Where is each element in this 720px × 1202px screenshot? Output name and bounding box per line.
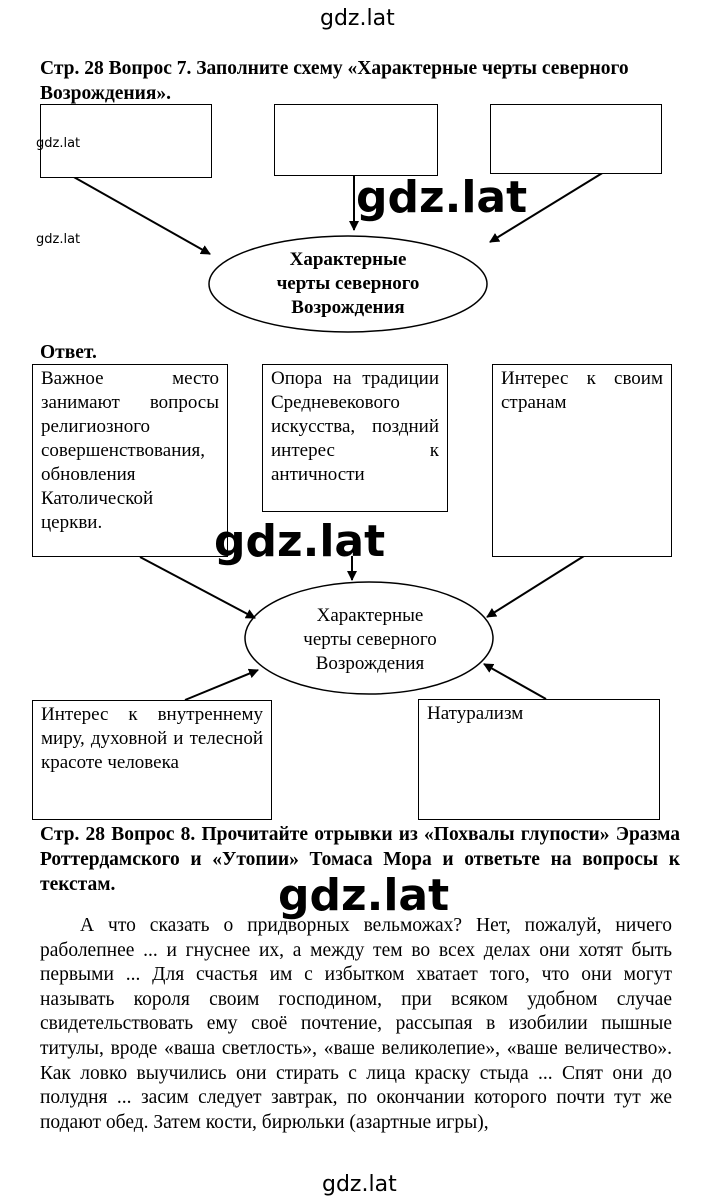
answer-box-2: Опора на традиции Средневекового искусства, поздний интерес к античности — [262, 364, 448, 512]
empty-box-middle — [274, 104, 438, 176]
empty-box-right — [490, 104, 662, 174]
watermark-big-3: gdz.lat — [278, 870, 450, 921]
answer-box-4: Интерес к внутреннему миру, духовной и телесной красоте человека — [32, 700, 272, 820]
arrow-box4 — [185, 670, 258, 700]
answer-box-5: Натурализм — [418, 699, 660, 820]
answer-label: Ответ. — [40, 342, 97, 363]
arrow-left-top — [72, 176, 210, 254]
arrow-box5 — [484, 664, 546, 699]
answer-box-1: Важное место занимают вопросы религиозного совершенствования, обновления Католической церкви. — [32, 364, 228, 557]
watermark-small-2: gdz.lat — [36, 232, 81, 247]
arrow-box3 — [487, 556, 584, 617]
watermark-top: gdz.lat — [320, 6, 395, 31]
text-excerpt: А что сказать о придворных вельможах? Нет, пожалуй, ничего раболепнее ... и гнуснее их, а между тем во всех делах они хотят быть первыми ... Для счастья им с избытком хватает того, что они могут называть короля своим господином, при всяком удобном случае свидетельствовать ему своё почтение, рассыпая в изобилии пышные титулы, вроде «ваша светлость», «ваше великолепие», «ваше величество». Как ловко выучились они стирать с лица краску стыда ... Спят они до полудня ... засим следует завтрак, по окончании которого почти тут же подают обед. Затем кости, бирюльки (азартные игры), — [40, 915, 672, 1133]
center-label-top: Характерные черты северного Возрождения — [276, 249, 420, 318]
watermark-big-1: gdz.lat — [356, 172, 528, 223]
watermark-bottom: gdz.lat — [322, 1172, 397, 1197]
question7-heading: Стр. 28 Вопрос 7. Заполните схему «Характерные черты северного Возрождения». — [40, 58, 629, 104]
center-label-answer: Характерные черты северного Возрождения — [303, 605, 437, 674]
watermark-small-1: gdz.lat — [36, 136, 81, 151]
answer-box-3: Интерес к своим странам — [492, 364, 672, 557]
question8-heading: Стр. 28 Вопрос 8. Прочитайте отрывки из «Похвалы глупости» Эразма Роттердамского и «Утопии» Томаса Мора и ответьте на вопросы к текстам. — [40, 824, 680, 895]
watermark-big-2: gdz.lat — [214, 516, 386, 567]
